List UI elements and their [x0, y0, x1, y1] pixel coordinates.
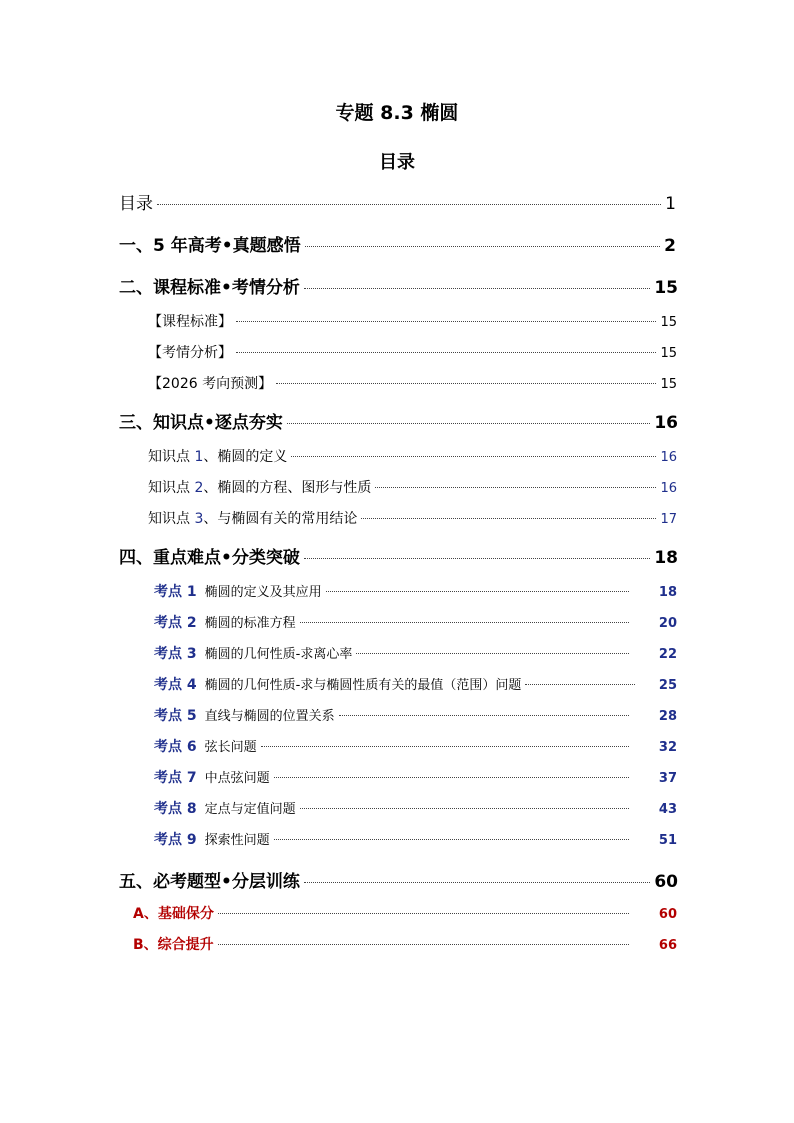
- toc-section-page: 15: [654, 278, 678, 298]
- knowledge-text: 、椭圆的方程、图形与性质: [203, 480, 372, 496]
- toc-knowledge-page: 16: [660, 450, 677, 465]
- toc-subentry-page: 15: [660, 377, 677, 392]
- toc-subentry[interactable]: [148, 373, 677, 393]
- toc-heading: 目录: [379, 152, 415, 173]
- exam-point-tag: 考点 6: [154, 739, 197, 755]
- dot-leader: [361, 518, 656, 519]
- dot-leader: [304, 882, 650, 883]
- toc-exam-point[interactable]: [154, 767, 677, 787]
- exam-point-label: [154, 798, 296, 818]
- toc-knowledge-point[interactable]: [148, 508, 677, 528]
- exam-point-page: 51: [658, 833, 677, 848]
- exam-point-label: [154, 736, 257, 756]
- toc-knowledge-point[interactable]: [148, 446, 677, 466]
- toc-section-5[interactable]: [119, 867, 678, 892]
- exam-point-label: [154, 643, 352, 663]
- exam-point-tag: 考点 8: [154, 801, 197, 817]
- toc-section-page: 60: [654, 872, 678, 892]
- knowledge-prefix: 知识点: [148, 449, 195, 465]
- toc-subentry-label: 【2026 考向预测】: [148, 376, 273, 392]
- exam-point-tag: 考点 1: [154, 584, 197, 600]
- toc-exam-point[interactable]: [154, 581, 677, 601]
- exam-point-page: 32: [658, 740, 677, 755]
- knowledge-text: 、椭圆的定义: [203, 449, 288, 465]
- toc-training-entry[interactable]: [133, 934, 677, 954]
- toc-subentry[interactable]: [148, 311, 677, 331]
- dot-leader: [326, 591, 629, 592]
- toc-section-label: 四、重点难点•分类突破: [119, 548, 300, 568]
- toc-subentry-label: 【课程标准】: [148, 314, 232, 330]
- exam-point-tag: 考点 5: [154, 708, 197, 724]
- exam-point-text: 椭圆的标准方程: [204, 616, 296, 631]
- knowledge-prefix: 知识点: [148, 511, 195, 527]
- toc-knowledge-page: 17: [660, 512, 677, 527]
- exam-point-page: 25: [658, 678, 677, 693]
- exam-point-label: [154, 705, 335, 725]
- dot-leader: [218, 913, 629, 914]
- toc-section-3[interactable]: [119, 408, 678, 433]
- toc-exam-point[interactable]: [154, 612, 677, 632]
- toc-subentry-page: 15: [660, 346, 677, 361]
- exam-point-label: [154, 767, 270, 787]
- toc-knowledge-label: [148, 508, 357, 528]
- toc-section-1[interactable]: [119, 231, 676, 256]
- exam-point-label: [154, 674, 521, 694]
- dot-leader: [356, 653, 629, 654]
- exam-point-text: 椭圆的定义及其应用: [204, 585, 322, 600]
- toc-subentry[interactable]: [148, 342, 677, 362]
- training-page: 66: [658, 938, 677, 953]
- toc-section-page: 18: [654, 548, 678, 568]
- dot-leader: [261, 746, 629, 747]
- dot-leader: [305, 246, 661, 247]
- dot-leader: [287, 423, 650, 424]
- dot-leader: [274, 839, 629, 840]
- toc-section-label: 三、知识点•逐点夯实: [119, 413, 283, 433]
- dot-leader: [291, 456, 656, 457]
- toc-exam-point[interactable]: [154, 705, 677, 725]
- toc-knowledge-label: [148, 477, 371, 497]
- exam-point-tag: 考点 4: [154, 677, 197, 693]
- toc-knowledge-page: 16: [660, 481, 677, 496]
- toc-exam-point[interactable]: [154, 829, 677, 849]
- dot-leader: [304, 558, 650, 559]
- exam-point-text: 椭圆的几何性质-求与椭圆性质有关的最值（范围）问题: [204, 678, 522, 693]
- knowledge-number: 3: [194, 511, 204, 527]
- dot-leader: [218, 944, 629, 945]
- exam-point-label: [154, 829, 270, 849]
- training-page: 60: [658, 907, 677, 922]
- dot-leader: [304, 288, 650, 289]
- knowledge-number: 2: [194, 480, 204, 496]
- exam-point-tag: 考点 2: [154, 615, 197, 631]
- exam-point-page: 28: [658, 709, 677, 724]
- exam-point-text: 探索性问题: [204, 833, 270, 848]
- exam-point-page: 43: [658, 802, 677, 817]
- toc-section-label: 一、5 年高考•真题感悟: [119, 236, 301, 256]
- knowledge-text: 、与椭圆有关的常用结论: [203, 511, 358, 527]
- exam-point-label: [154, 581, 322, 601]
- exam-point-text: 弦长问题: [204, 740, 257, 755]
- toc-knowledge-point[interactable]: [148, 477, 677, 497]
- exam-point-text: 中点弦问题: [204, 771, 270, 786]
- exam-point-page: 22: [658, 647, 677, 662]
- toc-exam-point[interactable]: [154, 798, 677, 818]
- toc-section-label: 二、课程标准•考情分析: [119, 278, 300, 298]
- training-label: B、综合提升: [133, 937, 214, 953]
- toc-training-entry[interactable]: [133, 903, 677, 923]
- toc-section-2[interactable]: [119, 273, 678, 298]
- exam-point-label: [154, 612, 296, 632]
- toc-exam-point[interactable]: [154, 736, 677, 756]
- toc-entry-page: 1: [665, 194, 676, 214]
- dot-leader: [236, 352, 656, 353]
- dot-leader: [375, 487, 656, 488]
- toc-exam-point[interactable]: [154, 674, 677, 694]
- toc-knowledge-label: [148, 446, 287, 466]
- dot-leader: [300, 622, 629, 623]
- dot-leader: [525, 684, 635, 685]
- toc-subentry-label: 【考情分析】: [148, 345, 232, 361]
- dot-leader: [339, 715, 629, 716]
- exam-point-page: 18: [658, 585, 677, 600]
- dot-leader: [276, 383, 656, 384]
- exam-point-tag: 考点 9: [154, 832, 197, 848]
- knowledge-prefix: 知识点: [148, 480, 195, 496]
- exam-point-text: 直线与椭圆的位置关系: [204, 709, 335, 724]
- document-title: 专题 8.3 椭圆: [335, 102, 459, 124]
- dot-leader: [274, 777, 629, 778]
- dot-leader: [157, 204, 661, 205]
- toc-section-page: 2: [664, 236, 676, 256]
- toc-exam-point[interactable]: [154, 643, 677, 663]
- exam-point-text: 定点与定值问题: [204, 802, 296, 817]
- exam-point-page: 37: [658, 771, 677, 786]
- toc-subentry-page: 15: [660, 315, 677, 330]
- toc-entry-mulu[interactable]: [119, 189, 676, 214]
- training-label: A、基础保分: [133, 906, 214, 922]
- dot-leader: [236, 321, 656, 322]
- toc-section-label: 五、必考题型•分层训练: [119, 872, 300, 892]
- knowledge-number: 1: [194, 449, 204, 465]
- dot-leader: [300, 808, 629, 809]
- toc-section-page: 16: [654, 413, 678, 433]
- toc-entry-label: 目录: [119, 194, 153, 214]
- exam-point-text: 椭圆的几何性质-求离心率: [204, 647, 353, 662]
- toc-section-4[interactable]: [119, 543, 678, 568]
- exam-point-tag: 考点 7: [154, 770, 197, 786]
- exam-point-tag: 考点 3: [154, 646, 197, 662]
- exam-point-page: 20: [658, 616, 677, 631]
